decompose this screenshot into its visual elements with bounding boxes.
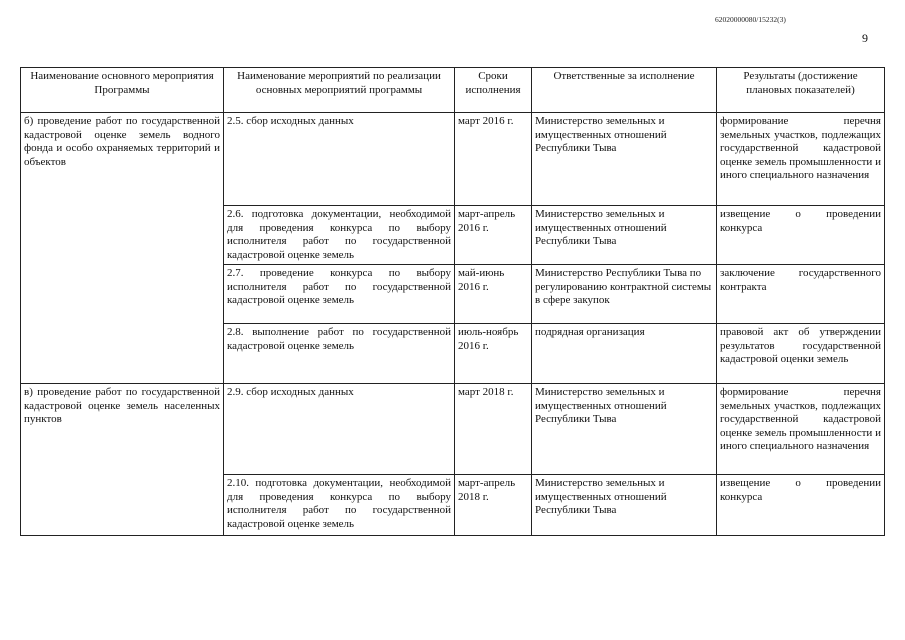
main-activity-cell: в) проведение работ по государственной кадастровой оценке земель населенных пунктов	[21, 384, 224, 536]
program-activities-table	[20, 67, 885, 536]
result-cell: формирование перечня земельных участков, подлежащих государственной кадастровой оценке земель промышленности и иного специального назначения	[717, 113, 885, 206]
activity-cell: 2.8. выполнение работ по государственной кадастровой оценке земель	[224, 324, 455, 384]
responsible-cell: подрядная организация	[532, 324, 717, 384]
table-row	[21, 384, 885, 475]
activity-cell: 2.9. сбор исходных данных	[224, 384, 455, 475]
responsible-cell: Министерство земельных и имущественных отношений Республики Тыва	[532, 384, 717, 475]
dates-cell: март 2018 г.	[455, 384, 532, 475]
dates-cell: март-апрель 2018 г.	[455, 475, 532, 536]
document-code: 62020000080/15232(3)	[715, 15, 786, 24]
responsible-cell: Министерство Республики Тыва по регулированию контрактной системы в сфере закупок	[532, 265, 717, 324]
main-activity-cell: б) проведение работ по государственной кадастровой оценке земель водного фонда и особо охраняемых территорий и объектов	[21, 113, 224, 384]
dates-cell: март 2016 г.	[455, 113, 532, 206]
column-header-dates: Сроки исполнения	[455, 68, 532, 113]
result-cell: извещение о проведении конкурса	[717, 475, 885, 536]
dates-cell: март-апрель 2016 г.	[455, 206, 532, 265]
result-cell: правовой акт об утверждении результатов государственной кадастровой оценки земель	[717, 324, 885, 384]
responsible-cell: Министерство земельных и имущественных отношений Республики Тыва	[532, 113, 717, 206]
column-header-responsible: Ответственные за исполнение	[532, 68, 717, 113]
result-cell: заключение государственного контракта	[717, 265, 885, 324]
activity-cell: 2.7. проведение конкурса по выбору исполнителя работ по государственной кадастровой оценке земель	[224, 265, 455, 324]
table-header-row	[21, 68, 885, 113]
activity-cell: 2.6. подготовка документации, необходимой для проведения конкурса по выбору исполнителя работ по государственной кадастровой оценке земель	[224, 206, 455, 265]
column-header-results: Результаты (достижение плановых показателей)	[717, 68, 885, 113]
page-number: 9	[862, 31, 868, 45]
result-cell: извещение о проведении конкурса	[717, 206, 885, 265]
responsible-cell: Министерство земельных и имущественных отношений Республики Тыва	[532, 475, 717, 536]
column-header-activities: Наименование мероприятий по реализации основных мероприятий программы	[224, 68, 455, 113]
activity-cell: 2.10. подготовка документации, необходимой для проведения конкурса по выбору исполнителя работ по государственной кадастровой оценке земель	[224, 475, 455, 536]
column-header-main-activity: Наименование основного мероприятия Программы	[21, 68, 224, 113]
dates-cell: июль-ноябрь 2016 г.	[455, 324, 532, 384]
dates-cell: май-июнь 2016 г.	[455, 265, 532, 324]
responsible-cell: Министерство земельных и имущественных отношений Республики Тыва	[532, 206, 717, 265]
activity-cell: 2.5. сбор исходных данных	[224, 113, 455, 206]
table-row	[21, 113, 885, 206]
result-cell: формирование перечня земельных участков, подлежащих государственной кадастровой оценке земель промышленности и иного специального назначения	[717, 384, 885, 475]
